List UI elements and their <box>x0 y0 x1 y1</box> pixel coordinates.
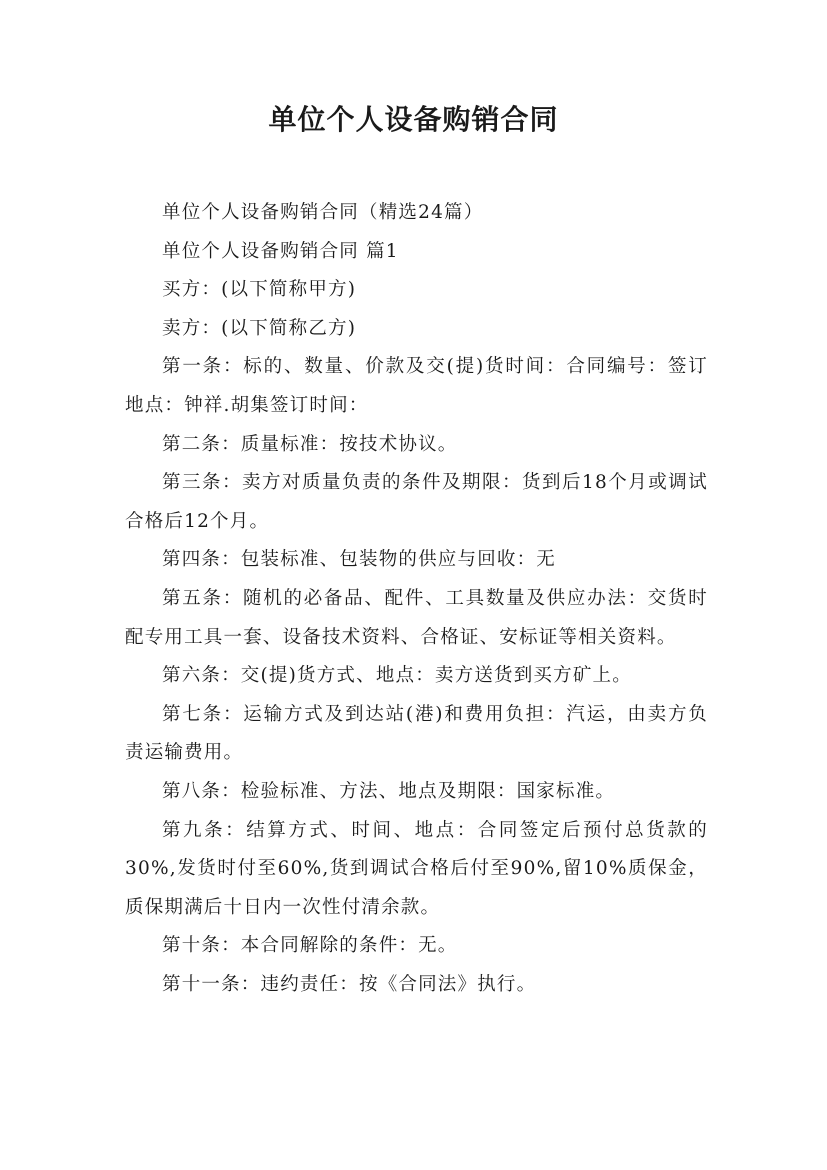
paragraph: 第八条：检验标准、方法、地点及期限：国家标准。 <box>162 780 616 802</box>
paragraph: 第十条：本合同解除的条件：无。 <box>162 935 458 957</box>
paragraph: 第六条：交(提)货方式、地点：卖方送货到买方矿上。 <box>162 665 632 687</box>
paragraph: 第二条：质量标准：按技术协议。 <box>162 433 458 455</box>
paragraph: 单位个人设备购销合同 篇1 <box>162 240 399 262</box>
paragraph: 第十一条：违约责任：按《合同法》执行。 <box>162 973 537 995</box>
paragraph: 第四条：包装标准、包装物的供应与回收：无 <box>162 549 557 571</box>
paragraph: 第九条：结算方式、时间、地点：合同签定后预付总货款的30%,发货时付至60%,货到调试合格后付至90%,留10%质保金，质保期满后十日内一次性付清余款。 <box>125 819 708 918</box>
paragraph: 卖方：(以下简称乙方) <box>162 317 357 339</box>
paragraph: 单位个人设备购销合同（精选24篇） <box>162 202 484 223</box>
paragraph: 买方：(以下简称甲方) <box>162 279 357 301</box>
document-title: 单位个人设备购销合同 <box>268 103 559 136</box>
paragraph: 第一条：标的、数量、价款及交(提)货时间：合同编号：签订地点：钟祥.胡集签订时间： <box>125 356 708 416</box>
paragraph: 第五条：随机的必备品、配件、工具数量及供应办法：交货时配专用工具一套、设备技术资料、合格证、安标证等相关资料。 <box>125 587 708 648</box>
document-body <box>125 194 708 1004</box>
paragraph: 第三条：卖方对质量负责的条件及期限：货到后18个月或调试合格后12个月。 <box>125 472 708 532</box>
paragraph: 第七条：运输方式及到达站(港)和费用负担：汽运，由卖方负责运输费用。 <box>125 703 708 764</box>
